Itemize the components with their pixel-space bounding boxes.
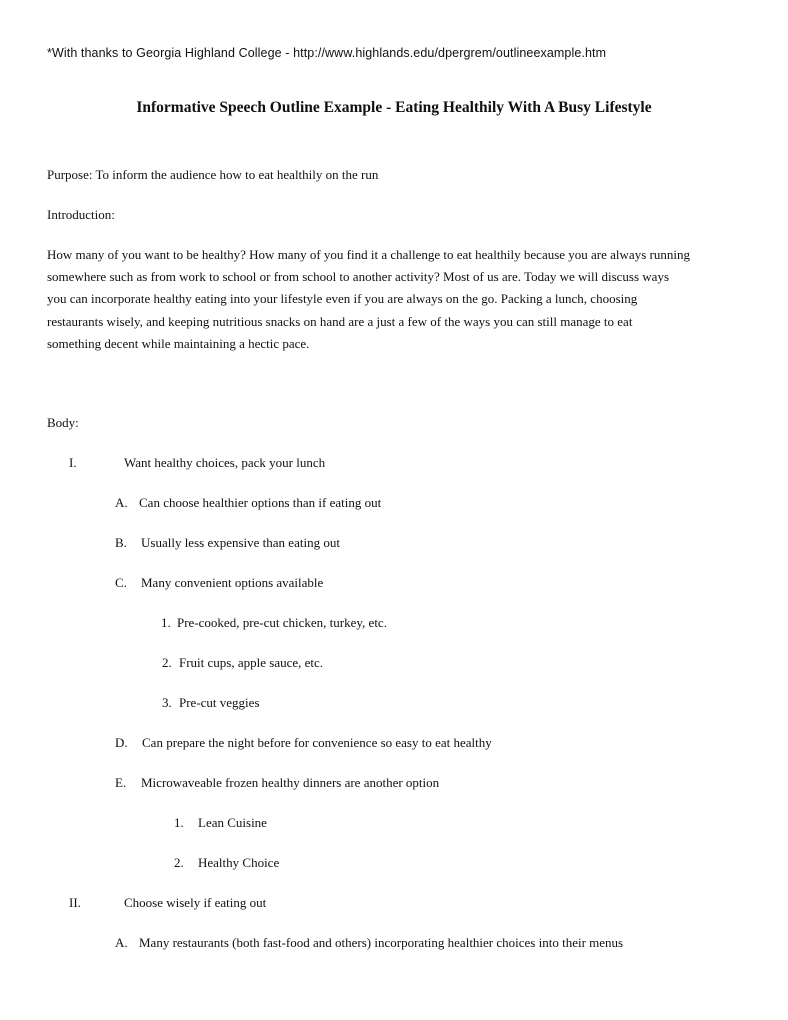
outline-marker: 2. bbox=[174, 855, 184, 870]
introduction-line: somewhere such as from work to school or from school to another activity? Most of us are. Today we will discuss ways bbox=[47, 269, 670, 285]
outline-item: Can choose healthier options than if eating out bbox=[139, 495, 382, 510]
outline-item: Healthy Choice bbox=[198, 855, 280, 870]
outline-marker: E. bbox=[115, 775, 127, 790]
outline-item: Lean Cuisine bbox=[198, 815, 267, 830]
outline-item: Pre-cooked, pre-cut chicken, turkey, etc. bbox=[177, 615, 387, 630]
outline-marker: 2. bbox=[162, 655, 172, 670]
purpose-statement: Purpose: To inform the audience how to eat healthily on the run bbox=[47, 167, 379, 182]
introduction-line: restaurants wisely, and keeping nutritious snacks on hand are a just a few of the ways you can still manage to eat bbox=[47, 313, 633, 329]
outline-item: Usually less expensive than eating out bbox=[141, 535, 340, 550]
introduction-paragraph bbox=[47, 244, 747, 355]
outline-marker: 1. bbox=[174, 815, 184, 830]
outline-item: Want healthy choices, pack your lunch bbox=[124, 455, 326, 470]
introduction-heading: Introduction: bbox=[47, 207, 115, 222]
introduction-line: you can incorporate healthy eating into your lifestyle even if you are always on the go. Packing a lunch, choosing bbox=[47, 291, 638, 307]
outline-marker: II. bbox=[69, 895, 81, 910]
outline-marker: 3. bbox=[162, 695, 172, 710]
document-title: Informative Speech Outline Example - Eating Healthily With A Busy Lifestyle bbox=[136, 99, 652, 116]
outline-item: Pre-cut veggies bbox=[179, 695, 260, 710]
outline-item: Fruit cups, apple sauce, etc. bbox=[179, 655, 324, 670]
outline-marker: C. bbox=[115, 575, 127, 590]
credit-line: *With thanks to Georgia Highland College - http://www.highlands.edu/dpergrem/outlineexample.htm bbox=[47, 46, 607, 60]
body-heading: Body: bbox=[47, 415, 79, 430]
outline-item: Many restaurants (both fast-food and others) incorporating healthier choices into their menus bbox=[139, 935, 624, 950]
outline-marker: D. bbox=[115, 735, 128, 750]
outline-item: Microwaveable frozen healthy dinners are another option bbox=[141, 775, 440, 790]
outline-marker: 1. bbox=[161, 615, 171, 630]
outline-marker: B. bbox=[115, 535, 127, 550]
outline-item: Choose wisely if eating out bbox=[124, 895, 267, 910]
outline-item: Can prepare the night before for convenience so easy to eat healthy bbox=[142, 735, 492, 750]
outline-marker: A. bbox=[115, 495, 128, 510]
outline-marker: I. bbox=[69, 455, 77, 470]
introduction-line: something decent while maintaining a hectic pace. bbox=[47, 335, 310, 351]
outline-item: Many convenient options available bbox=[141, 575, 324, 590]
outline-marker: A. bbox=[115, 935, 128, 950]
introduction-line: How many of you want to be healthy? How many of you find it a challenge to eat healthily because you are always running bbox=[47, 247, 690, 262]
